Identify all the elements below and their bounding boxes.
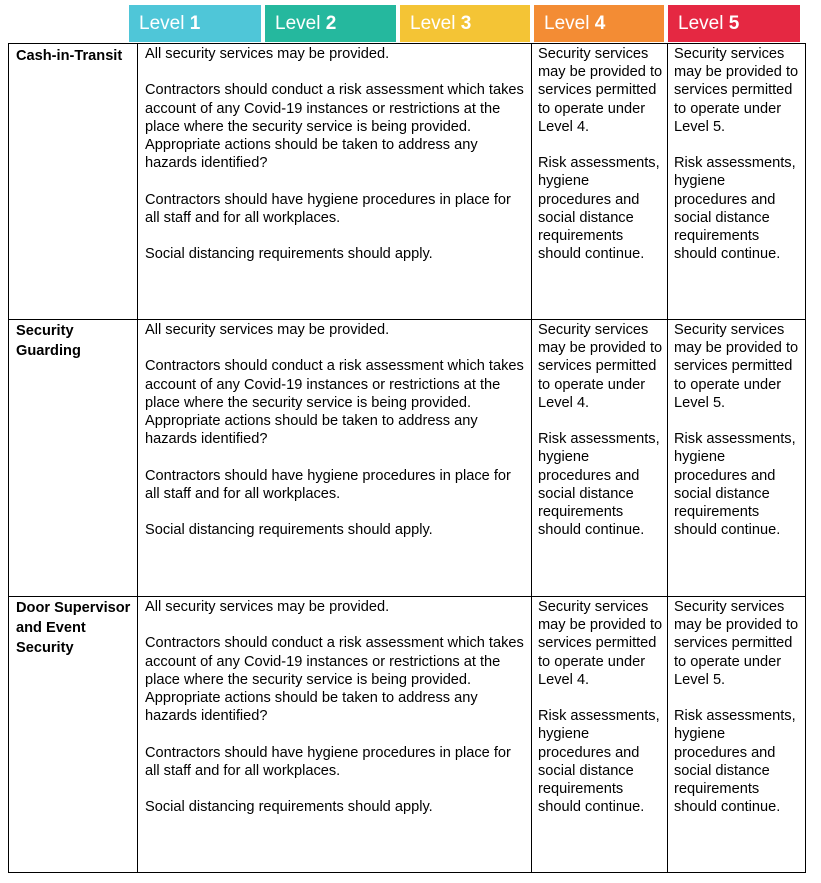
level-word: Level bbox=[139, 13, 190, 34]
levels-1-3-guidance bbox=[145, 321, 525, 539]
level-word: Level bbox=[275, 13, 326, 34]
guidance-paragraph: Security services may be provided to services permitted to operate under Level 5. bbox=[674, 322, 799, 411]
level-5-guidance bbox=[674, 45, 799, 263]
guidance-paragraph: Security services may be provided to services permitted to operate under Level 5. bbox=[674, 599, 799, 688]
level-3-header bbox=[400, 5, 530, 42]
row-label-cash-in-transit: Cash-in-Transit bbox=[16, 48, 123, 64]
guidance-paragraph: Security services may be provided to services permitted to operate under Level 4. bbox=[538, 46, 663, 135]
guidance-paragraph: Contractors should conduct a risk assessment which takes account of any Covid-19 instances or restrictions at the place where the security service is being provided. Appropriate actions should be taken to address any hazards identified? bbox=[145, 82, 524, 172]
level-number: 1 bbox=[189, 13, 201, 34]
row-label-security-guarding: Security Guarding bbox=[16, 323, 81, 359]
level-word: Level bbox=[410, 13, 461, 34]
guidance-paragraph: Contractors should conduct a risk assessment which takes account of any Covid-19 instances or restrictions at the place where the security service is being provided. Appropriate actions should be taken to address any hazards identified? bbox=[145, 635, 524, 725]
guidance-paragraph: Risk assessments, hygiene procedures and social distance requirements should continue. bbox=[538, 431, 660, 539]
column-divider bbox=[531, 43, 532, 873]
guidance-paragraph: Risk assessments, hygiene procedures and social distance requirements should continue. bbox=[538, 155, 660, 263]
level-4-guidance bbox=[538, 45, 663, 263]
column-divider bbox=[667, 43, 668, 873]
level-word: Level bbox=[678, 13, 729, 34]
level-number: 4 bbox=[594, 13, 606, 34]
level-1-header bbox=[129, 5, 261, 42]
guidance-paragraph: Security services may be provided to services permitted to operate under Level 5. bbox=[674, 46, 799, 135]
level-5-guidance bbox=[674, 321, 799, 539]
level-word: Level bbox=[544, 13, 595, 34]
levels-1-3-guidance bbox=[145, 598, 525, 816]
level-2-header bbox=[265, 5, 396, 42]
table-border-left bbox=[8, 43, 9, 873]
table-border-bottom bbox=[8, 872, 806, 873]
guidance-paragraph: All security services may be provided. bbox=[145, 599, 390, 615]
level-4-guidance bbox=[538, 598, 663, 816]
row-divider bbox=[8, 319, 806, 320]
table-border-right bbox=[805, 43, 806, 873]
level-4-header bbox=[534, 5, 664, 42]
guidance-paragraph: Social distancing requirements should apply. bbox=[145, 246, 433, 263]
guidance-paragraph: Risk assessments, hygiene procedures and social distance requirements should continue. bbox=[674, 155, 796, 263]
level-5-header bbox=[668, 5, 800, 42]
column-divider bbox=[137, 43, 138, 873]
row-divider bbox=[8, 596, 806, 597]
guidance-paragraph: Contractors should have hygiene procedures in place for all staff and for all workplaces. bbox=[145, 191, 511, 226]
guidance-paragraph: Risk assessments, hygiene procedures and social distance requirements should continue. bbox=[538, 708, 660, 816]
level-5-guidance bbox=[674, 598, 799, 816]
guidance-paragraph: Risk assessments, hygiene procedures and social distance requirements should continue. bbox=[674, 708, 796, 816]
row-label-door-supervisor: Door Supervisor and Event Security bbox=[16, 600, 131, 656]
guidance-paragraph: All security services may be provided. bbox=[145, 322, 390, 338]
guidance-paragraph: Contractors should have hygiene procedures in place for all staff and for all workplaces. bbox=[145, 467, 511, 502]
level-number: 2 bbox=[325, 13, 337, 34]
level-4-guidance bbox=[538, 321, 663, 539]
guidance-paragraph: All security services may be provided. bbox=[145, 46, 390, 62]
guidance-paragraph: Risk assessments, hygiene procedures and social distance requirements should continue. bbox=[674, 431, 796, 539]
level-number: 3 bbox=[460, 13, 472, 34]
guidance-paragraph: Security services may be provided to services permitted to operate under Level 4. bbox=[538, 599, 663, 688]
level-number: 5 bbox=[728, 13, 740, 34]
levels-1-3-guidance bbox=[145, 45, 525, 263]
guidance-paragraph: Contractors should have hygiene procedures in place for all staff and for all workplaces. bbox=[145, 744, 511, 779]
guidance-paragraph: Security services may be provided to services permitted to operate under Level 4. bbox=[538, 322, 663, 411]
guidance-paragraph: Social distancing requirements should apply. bbox=[145, 522, 433, 539]
table-border-top bbox=[8, 43, 806, 44]
guidance-paragraph: Social distancing requirements should apply. bbox=[145, 799, 433, 816]
guidance-paragraph: Contractors should conduct a risk assessment which takes account of any Covid-19 instances or restrictions at the place where the security service is being provided. Appropriate actions should be taken to address any hazards identified? bbox=[145, 358, 524, 448]
